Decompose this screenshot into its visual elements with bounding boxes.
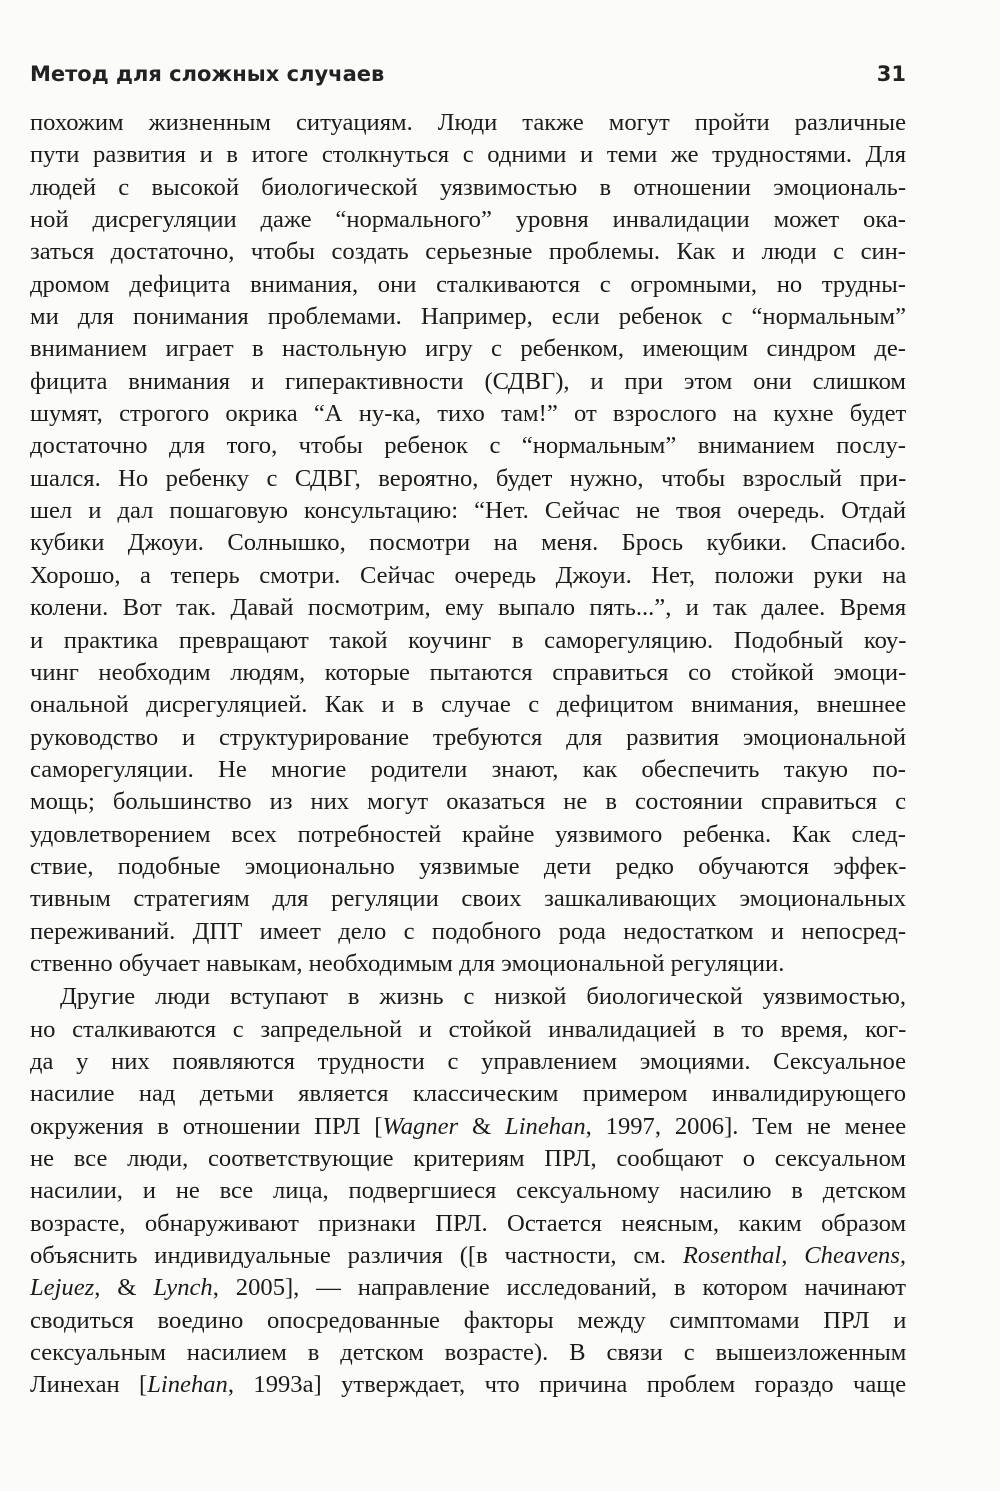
citation-author: Wagner — [382, 1112, 459, 1140]
text-segment: , 1993a] утверждает, что причина проблем гораздо чаще — [227, 1371, 907, 1399]
citation-author: Linehan — [147, 1371, 228, 1399]
text-line: ственно обучает навыкам, необходимым для эмоциональной регуляции. — [30, 949, 785, 977]
text-line: сводиться воедино опосредованные факторы между симптомами ПРЛ и — [30, 1306, 907, 1334]
text-line-citation — [30, 1369, 906, 1401]
text-line: руководство и структурирование требуются для развития эмоциональной — [30, 723, 907, 751]
text-line: но сталкиваются с запредельной и стойкой инвалидацией в то время, ког- — [30, 1015, 907, 1043]
text-line: да у них появляются трудности с управлением эмоциями. Сексуальное — [30, 1047, 906, 1075]
text-line: фицита внимания и гиперактивности (СДВГ), и при этом они слишком — [30, 367, 906, 395]
text-line-citation — [30, 1272, 906, 1304]
citation-author: Linehan — [505, 1112, 586, 1140]
text-line: шумят, строгого окрика “А ну-ка, тихо там!” от взрослого на кухне будет — [30, 400, 907, 428]
citation-author: Lejuez — [30, 1274, 95, 1302]
text-line: дромом дефицита внимания, они сталкиваются с огромными, но трудны- — [30, 270, 906, 298]
paragraph-1 — [30, 107, 906, 980]
text-line: тивным стратегиям для регуляции своих зашкаливающих эмоциональных — [30, 885, 907, 913]
text-line: вниманием играет в настольную игру с ребенком, имеющим синдром де- — [30, 335, 906, 363]
page-number: 31 — [876, 62, 906, 86]
text-line: Другие люди вступают в жизнь с низкой биологической уязвимостью, — [60, 983, 906, 1011]
text-line: шел и дал пошаговую консультацию: “Нет. Сейчас не твоя очередь. Отдай — [30, 497, 906, 525]
text-segment: & — [458, 1112, 506, 1140]
text-line: насилие над детьми является классическим примером инвалидирующего — [30, 1080, 907, 1108]
citation-author: Lynch — [153, 1274, 213, 1302]
text-line: Хорошо, а теперь смотри. Сейчас очередь Джоуи. Нет, положи руки на — [30, 561, 907, 589]
text-line: пути развития и в итоге столкнуться с одними и теми же трудностями. Для — [30, 141, 907, 169]
citation-author: Rosenthal, Cheavens, — [682, 1242, 907, 1270]
text-line: кубики Джоуи. Солнышко, посмотри на меня. Брось кубики. Спасибо. — [30, 529, 906, 557]
text-segment: , 1997, 2006]. Тем не менее — [585, 1112, 907, 1140]
text-line: ствие, подобные эмоционально уязвимые дети редко обучаются эффек- — [30, 852, 907, 880]
text-line: ной дисрегуляции даже “нормального” уровня инвалидации может ока- — [30, 206, 906, 234]
text-line: сексуальным насилием в детском возрасте). В связи с вышеизложенным — [30, 1339, 907, 1367]
text-segment: , 2005], — направление исследований, в котором начинают — [212, 1274, 907, 1302]
text-line: и практика превращают такой коучинг в саморегуляцию. Подобный коу- — [30, 626, 907, 654]
text-line: заться достаточно, чтобы создать серьезные проблемы. Как и люди с син- — [30, 238, 906, 266]
body-text — [30, 107, 906, 1402]
text-line: чинг необходим людям, которые пытаются справиться со стойкой эмоци- — [30, 658, 907, 686]
text-line: насилии, и не все лица, подвергшиеся сексуальному насилию в детском — [30, 1177, 907, 1205]
text-line: людей с высокой биологической уязвимостью в отношении эмоциональ- — [30, 173, 907, 201]
text-line: достаточно для того, чтобы ребенок с “нормальным” вниманием послу- — [30, 432, 906, 460]
text-segment: , & — [94, 1274, 154, 1302]
text-line: удовлетворением всех потребностей крайне уязвимого ребенка. Как след- — [30, 820, 906, 848]
text-line: похожим жизненным ситуациям. Люди также могут пройти различные — [30, 109, 906, 136]
text-line: саморегуляции. Не многие родители знают, как обеспечить такую по- — [30, 755, 906, 783]
paragraph-2 — [30, 981, 906, 1401]
running-title: Метод для сложных случаев — [30, 62, 385, 86]
running-header — [30, 56, 906, 92]
text-line: ональной дисрегуляцией. Как и в случае с дефицитом внимания, внешнее — [30, 691, 907, 719]
text-line-citation — [30, 1240, 906, 1272]
text-segment: Линехан [ — [30, 1371, 148, 1399]
text-segment: окружения в отношении ПРЛ [ — [30, 1112, 383, 1140]
text-line: переживаний. ДПТ имеет дело с подобного рода недостатком и непосред- — [30, 917, 907, 945]
text-line: мощь; большинство из них могут оказаться не в состоянии справиться с — [30, 788, 907, 816]
text-line: шался. Но ребенку с СДВГ, вероятно, будет нужно, чтобы взрослый при- — [30, 464, 907, 492]
text-line: колени. Вот так. Давай посмотрим, ему выпало пять...”, и так далее. Время — [30, 594, 907, 622]
text-segment: объяснить индивидуальные различия ([в частности, см. — [30, 1242, 683, 1270]
text-line: не все люди, соответствующие критериям ПРЛ, сообщают о сексуальном — [30, 1145, 906, 1172]
text-line-citation — [30, 1111, 906, 1143]
text-line: ми для понимания проблемами. Например, если ребенок с “нормальным” — [30, 303, 906, 331]
text-line: возрасте, обнаруживают признаки ПРЛ. Остается неясным, каким образом — [30, 1209, 907, 1237]
